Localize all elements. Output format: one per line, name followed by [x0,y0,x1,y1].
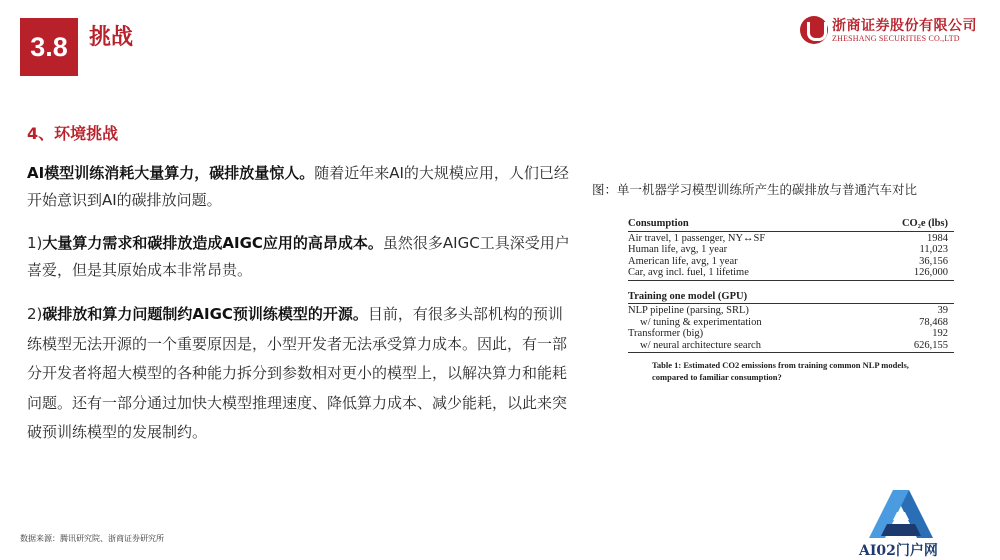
row-value: 78,468 [919,316,948,328]
watermark-a-icon [857,488,987,544]
table-row [628,233,954,245]
table-row [628,328,954,340]
row-label: NLP pipeline (parsing, SRL) [628,305,749,316]
row-label: w/ tuning & experimentation [640,316,762,328]
row-label: Human life, avg, 1 year [628,244,728,255]
table-header-row [628,218,954,230]
section-number-badge: 3.8 [20,18,78,76]
logo-english-name: ZHESHANG SECURITIES CO.,LTD [832,34,960,43]
paragraph-2 [27,230,572,284]
row-label: American life, avg, 1 year [628,255,738,267]
row-value: 11,023 [919,244,948,255]
watermark-logo [857,488,987,560]
paragraph-1 [27,160,572,214]
watermark-text: AI02门户网 [859,543,938,559]
company-logo [800,14,980,48]
row-value: 126,000 [913,267,948,278]
training-header-row [628,291,954,303]
table-row [628,317,954,329]
emissions-table [628,218,954,383]
section-title: 挑战 [89,25,134,50]
row-value: 36,156 [919,255,948,267]
table-rule [628,352,954,353]
row-label: Air travel, 1 passenger, NY↔SF [628,232,766,244]
paragraph-3 [27,300,572,448]
table-row [628,267,954,279]
table-row [628,256,954,268]
row-value: 192 [932,328,948,339]
paragraph-2-prefix: 1) [27,234,43,252]
row-label: w/ neural architecture search [640,339,761,351]
paragraph-2-text: 虽然很多AIGC工具深受用户喜爱，但是其原始成本非常昂贵。 [27,234,570,279]
row-label: Transformer (big) [628,328,704,339]
co2-header: CO₂e (lbs) [901,218,948,229]
subheading: 4、环境挑战 [27,124,119,143]
paragraph-3-bold: 碳排放和算力问题制约AIGC预训练模型的开源。 [42,305,368,323]
figure-caption: 图：单一机器学习模型训练所产生的碳排放与普通汽车对比 [592,182,918,197]
training-header: Training one model (GPU) [628,290,748,302]
paragraph-1-text: 随着近年来AI的大规模应用，人们已经开始意识到AI的碳排放问题。 [27,164,569,209]
paragraph-1-bold: AI模型训练消耗大量算力，碳排放量惊人。 [27,164,315,182]
table-note: Table 1: Estimated CO2 emissions from training common NLP models, compared to familiar consumption? [652,360,909,382]
table-row [628,305,954,317]
table-row [628,340,954,352]
logo-mark-icon [800,16,828,44]
row-value: 1984 [927,232,948,244]
row-label: Car, avg incl. fuel, 1 lifetime [628,267,749,278]
consumption-header: Consumption [628,218,689,229]
row-value: 39 [937,305,948,316]
table-rule [628,231,954,232]
paragraph-2-bold: 大量算力需求和碳排放造成AIGC应用的高昂成本。 [42,234,383,252]
data-source-note: 数据来源：腾讯研究院、浙商证券研究所 [20,534,164,543]
table-rule [628,280,954,281]
table-row [628,244,954,256]
paragraph-3-text: 目前，有很多头部机构的预训练模型无法开源的一个重要原因是，小型开发者无法承受算力成本。因此，有一部分开发者将超大模型的各种能力拆分到参数相对更小的模型上，以解决算力和能耗问题。还有一部分通过加快大模型推理速度、降低算力成本、减少能耗，以此来突破预训练模型的发展制约。 [27,305,568,441]
row-value: 626,155 [913,339,948,351]
logo-chinese-name: 浙商证券股份有限公司 [832,18,977,34]
table-rule [628,303,954,304]
paragraph-3-prefix: 2) [27,305,43,323]
